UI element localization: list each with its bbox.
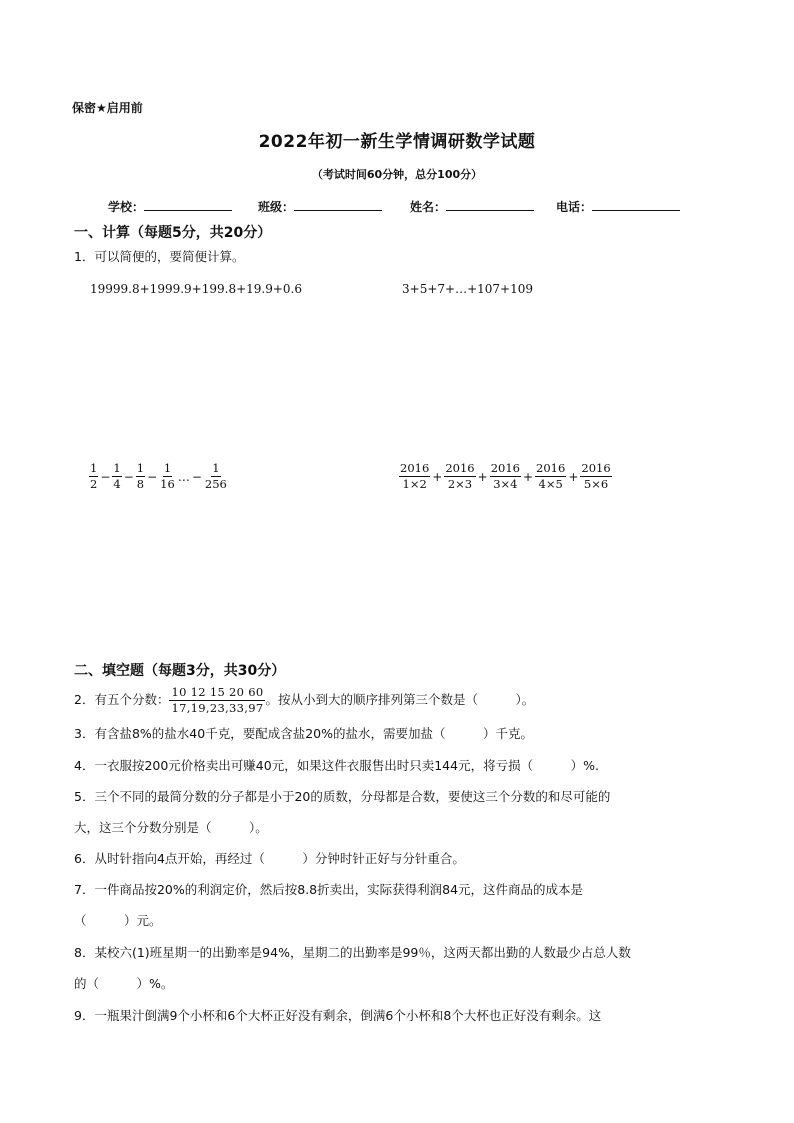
fraction: $\frac{2016}{5\times 6}$	[581, 461, 611, 491]
question-4: 4．一衣服按200元价格卖出可赚40元，如果这件衣服售出时只卖144元，将亏损（ ）%.	[74, 758, 599, 773]
class-field[interactable]	[258, 198, 382, 215]
fraction: $\frac{1}{256}$	[204, 461, 227, 491]
question-7-line-2: （ ）元。	[74, 913, 162, 928]
class-label: 班级：	[258, 200, 295, 214]
fraction-denominators: 17,19,23,33,97	[171, 701, 264, 715]
plus-sign: +	[477, 469, 488, 484]
question-7-line-1: 7．一件商品按20%的利润定价，然后按8.8折卖出，实际获得利润84元，这件商品的成本是	[74, 882, 584, 897]
question-2	[74, 686, 534, 715]
minus-sign: −	[123, 469, 134, 484]
school-blank[interactable]	[144, 198, 232, 211]
question-3: 3．有含盐8%的盐水40千克，要配成含盐20%的盐水，需要加盐（ ）千克。	[74, 726, 533, 741]
confidential-label: 保密★启用前	[72, 101, 143, 115]
minus-sign: −	[191, 469, 202, 484]
phone-field[interactable]	[556, 198, 680, 215]
phone-blank[interactable]	[592, 198, 680, 211]
five-fractions	[169, 686, 265, 715]
name-blank[interactable]	[446, 198, 534, 211]
expression-a: 19999.8+1999.9+199.8+19.9+0.6	[90, 282, 302, 296]
question-8-line-2: 的（ ）%。	[74, 976, 174, 991]
fraction: $\frac{1}{2}$	[90, 461, 98, 491]
fraction: $\frac{2016}{2\times 3}$	[445, 461, 475, 491]
minus-sign: −	[147, 469, 158, 484]
fraction: $\frac{1}{8}$	[136, 461, 145, 491]
question-5-line-2: 大，这三个分数分别是（ ）。	[74, 820, 268, 835]
expression-c	[88, 462, 229, 491]
fraction: $\frac{2016}{3\times 4}$	[490, 461, 520, 491]
question-9-line-1: 9．一瓶果汁倒满9个小杯和6个大杯正好没有剩余，倒满6个小杯和8个大杯也正好没有剩余。这	[74, 1008, 602, 1023]
fraction-numerators: 10 12 15 20 60	[171, 685, 264, 699]
exam-subtitle: （考试时间60分钟，总分100分）	[311, 168, 483, 181]
question-8-line-1: 8．某校六(1)班星期一的出勤率是94%，星期二的出勤率是99％，这两天都出勤的人数最少占总人数	[74, 945, 631, 960]
fraction: $\frac{2016}{1\times 2}$	[400, 461, 430, 491]
question-2-prefix: 2．有五个分数：	[74, 692, 170, 707]
question-2-suffix: 。按从小到大的顺序排列第三个数是（ ）。	[265, 692, 535, 707]
plus-sign: +	[568, 469, 579, 484]
fraction: $\frac{1}{4}$	[113, 461, 121, 491]
question-6: 6．从时针指向4点开始，再经过（ ）分钟时针正好与分针重合。	[74, 851, 465, 866]
plus-sign: +	[432, 469, 443, 484]
school-label: 学校：	[108, 200, 145, 214]
question-1: 1．可以简便的，要简便计算。	[74, 249, 245, 264]
class-blank[interactable]	[294, 198, 382, 211]
plus-sign: +	[522, 469, 534, 484]
name-label: 姓名：	[410, 200, 447, 214]
section1-heading: 一、计算（每题5分，共20分）	[74, 225, 272, 241]
school-field[interactable]	[108, 198, 232, 215]
section2-heading: 二、填空题（每题3分，共30分）	[74, 663, 286, 679]
ellipsis: …	[177, 469, 190, 484]
page-title: 2022年初一新生学情调研数学试题	[258, 132, 536, 152]
expression-b: 3+5+7+…+107+109	[402, 282, 533, 296]
expression-d	[398, 462, 613, 491]
fraction: $\frac{2016}{4\times 5}$	[536, 461, 566, 491]
fraction: $\frac{1}{16}$	[160, 461, 175, 491]
question-5-line-1: 5．三个不同的最简分数的分子都是小于20的质数，分母都是合数，要使这三个分数的和尽可能的	[74, 789, 611, 804]
phone-label: 电话：	[556, 200, 593, 214]
name-field[interactable]	[410, 198, 534, 215]
minus-sign: −	[100, 469, 111, 484]
